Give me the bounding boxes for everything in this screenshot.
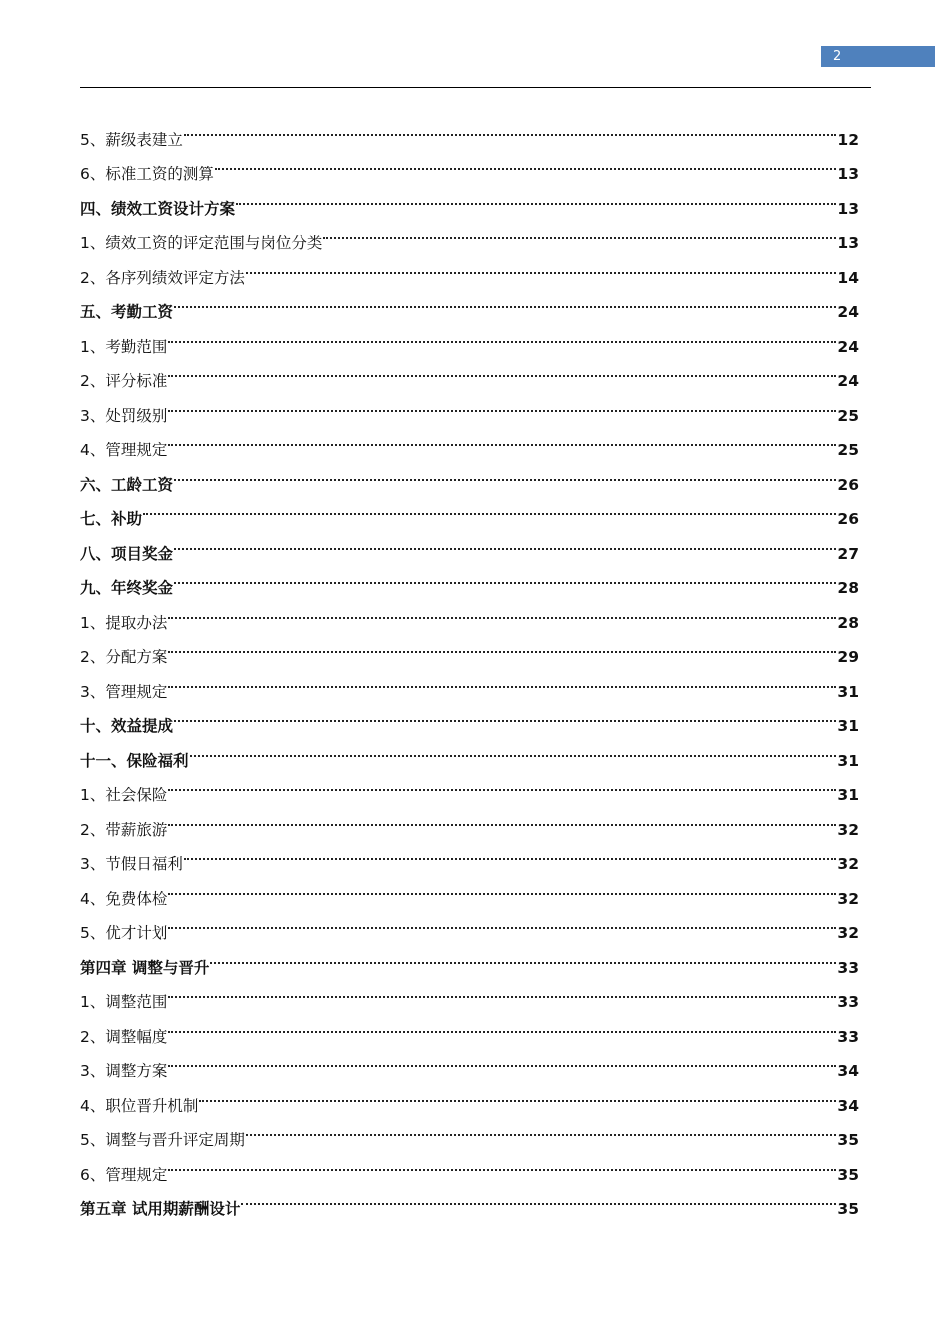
toc-dot-leader xyxy=(184,835,837,870)
toc-entry-page-number: 33 xyxy=(837,958,859,977)
toc-dot-leader xyxy=(168,766,836,801)
toc-entry-page-number: 35 xyxy=(837,1200,859,1218)
toc-entry[interactable] xyxy=(80,628,859,666)
toc-entry-page-number: 12 xyxy=(837,130,859,149)
toc-entry-title: 十、效益提成 xyxy=(80,717,174,735)
toc-entry[interactable] xyxy=(80,1180,859,1218)
toc-entry[interactable] xyxy=(80,352,859,390)
toc-dot-leader xyxy=(246,1111,837,1146)
table-of-contents xyxy=(80,110,859,1218)
toc-entry-page-number: 29 xyxy=(837,648,859,666)
toc-dot-leader xyxy=(168,800,836,835)
toc-dot-leader xyxy=(241,1180,836,1215)
toc-entry[interactable] xyxy=(80,731,859,770)
toc-entry-page-number: 33 xyxy=(837,993,859,1011)
toc-entry-title: 2、各序列绩效评定方法 xyxy=(80,268,245,287)
toc-entry[interactable] xyxy=(80,835,859,873)
toc-entry-title: 八、项目奖金 xyxy=(80,544,174,563)
toc-entry-title: 2、带薪旅游 xyxy=(80,820,168,839)
toc-entry[interactable] xyxy=(80,1042,859,1080)
toc-entry[interactable] xyxy=(80,490,859,528)
toc-dot-leader xyxy=(210,938,836,973)
toc-entry[interactable] xyxy=(80,1076,859,1115)
toc-entry-title: 1、提取办法 xyxy=(80,613,168,632)
toc-entry-title: 2、调整幅度 xyxy=(80,1027,168,1046)
toc-entry-page-number: 24 xyxy=(837,303,859,321)
toc-entry[interactable] xyxy=(80,869,859,908)
toc-dot-leader xyxy=(246,248,837,283)
toc-entry[interactable] xyxy=(80,145,859,183)
toc-dot-leader xyxy=(190,731,837,766)
toc-entry-title: 1、考勤范围 xyxy=(80,337,168,356)
toc-dot-leader xyxy=(168,628,836,663)
toc-entry-title: 3、调整方案 xyxy=(80,1062,168,1080)
toc-entry-page-number: 25 xyxy=(837,441,859,459)
toc-dot-leader xyxy=(174,524,836,559)
toc-entry-page-number: 34 xyxy=(837,1096,859,1115)
toc-entry-title: 2、分配方案 xyxy=(80,648,168,666)
toc-entry[interactable] xyxy=(80,938,859,977)
toc-entry-page-number: 31 xyxy=(837,682,859,701)
toc-entry-title: 2、评分标准 xyxy=(80,372,168,390)
toc-entry-title: 3、管理规定 xyxy=(80,682,168,701)
toc-dot-leader xyxy=(168,352,836,387)
toc-entry[interactable] xyxy=(80,662,859,701)
toc-entry-page-number: 31 xyxy=(837,786,859,804)
toc-entry-title: 第四章 调整与晋升 xyxy=(80,958,210,977)
toc-entry-title: 五、考勤工资 xyxy=(80,303,174,321)
toc-entry[interactable] xyxy=(80,524,859,563)
toc-dot-leader xyxy=(174,455,836,490)
toc-entry-title: 4、管理规定 xyxy=(80,441,168,459)
page-number-badge: 2 xyxy=(821,46,935,67)
toc-entry-page-number: 32 xyxy=(837,889,859,908)
toc-dot-leader xyxy=(168,973,836,1008)
toc-entry[interactable] xyxy=(80,1007,859,1046)
toc-entry-page-number: 27 xyxy=(837,544,859,563)
toc-entry[interactable] xyxy=(80,386,859,425)
toc-entry-page-number: 28 xyxy=(837,579,859,597)
toc-entry-title: 1、社会保险 xyxy=(80,786,168,804)
toc-entry-page-number: 31 xyxy=(837,717,859,735)
toc-entry-title: 4、免费体检 xyxy=(80,889,168,908)
toc-dot-leader xyxy=(143,490,836,525)
toc-dot-leader xyxy=(168,1145,836,1180)
toc-entry[interactable] xyxy=(80,1145,859,1184)
toc-entry[interactable] xyxy=(80,800,859,839)
toc-entry[interactable] xyxy=(80,110,859,149)
toc-dot-leader xyxy=(323,214,836,249)
toc-entry-title: 3、处罚级别 xyxy=(80,406,168,425)
toc-entry-page-number: 25 xyxy=(837,406,859,425)
toc-entry[interactable] xyxy=(80,421,859,459)
toc-dot-leader xyxy=(174,697,836,732)
toc-entry-title: 5、薪级表建立 xyxy=(80,130,183,149)
toc-entry-page-number: 13 xyxy=(837,199,859,218)
toc-entry-title: 七、补助 xyxy=(80,510,143,528)
toc-entry[interactable] xyxy=(80,766,859,804)
toc-entry-title: 4、职位晋升机制 xyxy=(80,1096,199,1115)
toc-entry[interactable] xyxy=(80,593,859,632)
toc-entry-page-number: 13 xyxy=(837,234,859,252)
toc-entry-page-number: 24 xyxy=(837,372,859,390)
toc-entry-page-number: 32 xyxy=(837,855,859,873)
toc-entry-page-number: 32 xyxy=(837,924,859,942)
toc-dot-leader xyxy=(168,386,836,421)
toc-dot-leader xyxy=(168,904,836,939)
toc-entry-page-number: 14 xyxy=(837,268,859,287)
toc-dot-leader xyxy=(199,1076,836,1111)
header-divider xyxy=(80,87,871,88)
toc-entry-page-number: 26 xyxy=(837,475,859,494)
toc-entry-title: 5、优才计划 xyxy=(80,924,168,942)
toc-entry[interactable] xyxy=(80,559,859,597)
toc-entry[interactable] xyxy=(80,904,859,942)
toc-entry-title: 九、年终奖金 xyxy=(80,579,174,597)
toc-dot-leader xyxy=(168,593,836,628)
toc-entry[interactable] xyxy=(80,455,859,494)
toc-entry[interactable] xyxy=(80,317,859,356)
toc-dot-leader xyxy=(168,1007,836,1042)
toc-dot-leader xyxy=(174,559,836,594)
toc-entry-title: 3、节假日福利 xyxy=(80,855,183,873)
toc-entry-page-number: 28 xyxy=(837,613,859,632)
toc-entry-page-number: 31 xyxy=(837,751,859,770)
toc-entry[interactable] xyxy=(80,283,859,321)
toc-entry-page-number: 26 xyxy=(837,510,859,528)
toc-entry-page-number: 32 xyxy=(837,820,859,839)
toc-entry-page-number: 13 xyxy=(837,165,859,183)
toc-dot-leader xyxy=(184,110,837,145)
toc-entry[interactable] xyxy=(80,973,859,1011)
toc-entry[interactable] xyxy=(80,697,859,735)
toc-entry-title: 第五章 试用期薪酬设计 xyxy=(80,1200,241,1218)
toc-entry-title: 5、调整与晋升评定周期 xyxy=(80,1131,245,1149)
toc-entry-title: 十一、保险福利 xyxy=(80,751,189,770)
toc-entry-title: 1、调整范围 xyxy=(80,993,168,1011)
toc-entry-page-number: 24 xyxy=(837,337,859,356)
toc-entry-title: 6、管理规定 xyxy=(80,1165,168,1184)
toc-entry-page-number: 35 xyxy=(837,1165,859,1184)
toc-dot-leader xyxy=(168,869,836,904)
toc-entry-title: 6、标准工资的测算 xyxy=(80,165,214,183)
toc-entry-page-number: 33 xyxy=(837,1027,859,1046)
toc-entry-title: 1、绩效工资的评定范围与岗位分类 xyxy=(80,234,323,252)
toc-dot-leader xyxy=(168,317,836,352)
toc-dot-leader xyxy=(215,145,837,180)
toc-entry-page-number: 35 xyxy=(837,1131,859,1149)
toc-dot-leader xyxy=(168,662,836,697)
toc-dot-leader xyxy=(174,283,836,318)
toc-entry-title: 四、绩效工资设计方案 xyxy=(80,199,236,218)
toc-dot-leader xyxy=(168,421,836,456)
toc-dot-leader xyxy=(236,179,836,214)
toc-dot-leader xyxy=(168,1042,836,1077)
toc-entry-title: 六、工龄工资 xyxy=(80,475,174,494)
toc-entry-page-number: 34 xyxy=(837,1062,859,1080)
